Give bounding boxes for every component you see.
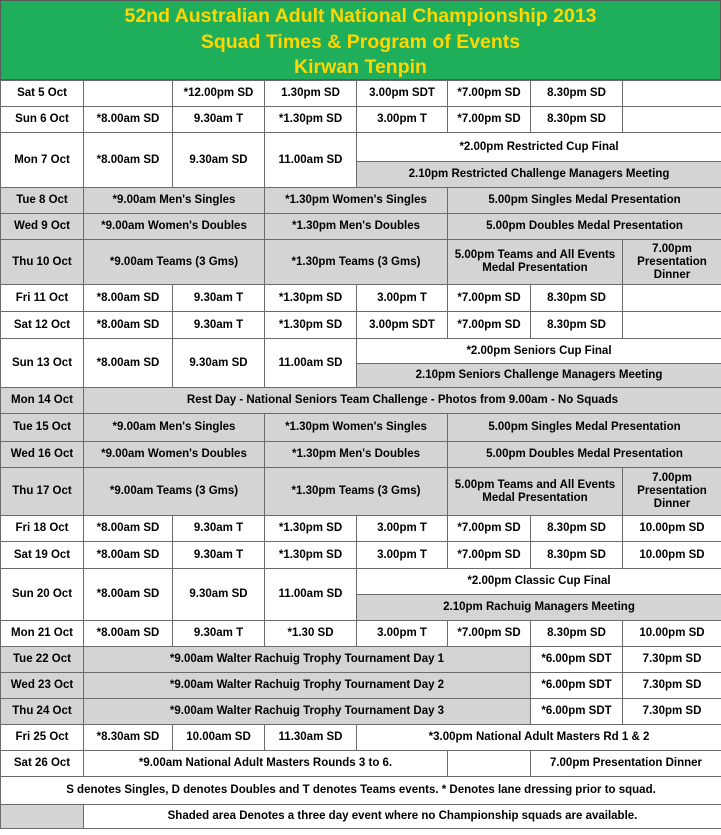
medal-cell: 5.00pm Doubles Medal Presentation [448, 214, 721, 240]
squad-cell: 8.30pm SD [531, 81, 623, 107]
squad-cell: *7.00pm SD [448, 107, 531, 133]
row-shaded-note [1, 805, 721, 829]
squad-cell: *8.00am SD [84, 621, 173, 647]
squad-cell: *1.30pm SD [265, 285, 357, 312]
event-cell: *1.30pm Women's Singles [265, 188, 448, 214]
cup-final-cell: *2.00pm Classic Cup Final [357, 569, 721, 595]
squad-cell: *7.00pm SD [448, 285, 531, 312]
squad-cell: *8.00am SD [84, 107, 173, 133]
squad-cell: 7.30pm SD [623, 699, 721, 725]
day-cell: Sat 26 Oct [1, 751, 84, 777]
squad-cell: 8.30pm SD [531, 516, 623, 542]
medal-cell: 5.00pm Doubles Medal Presentation [448, 442, 721, 468]
event-cell: *1.30pm Men's Doubles [265, 214, 448, 240]
day-cell: Wed 9 Oct [1, 214, 84, 240]
squad-cell: *7.00pm SD [448, 621, 531, 647]
squad-cell: 11.00am SD [265, 569, 357, 621]
squad-cell: *8.00am SD [84, 339, 173, 388]
rachuig-trophy-cell: *9.00am Walter Rachuig Trophy Tournament Day 3 [84, 699, 531, 725]
managers-meeting-cell: 2.10pm Rachuig Managers Meeting [357, 595, 721, 621]
day-cell: Sun 20 Oct [1, 569, 84, 621]
event-cell: *1.30pm Men's Doubles [265, 442, 448, 468]
day-cell: Mon 21 Oct [1, 621, 84, 647]
event-cell: *9.00am Women's Doubles [84, 214, 265, 240]
day-cell: Mon 14 Oct [1, 388, 84, 414]
squad-cell: *8.00am SD [84, 569, 173, 621]
schedule-table [0, 80, 721, 829]
event-cell: *9.00am Teams (3 Gms) [84, 240, 265, 285]
squad-cell: 1.30pm SD [265, 81, 357, 107]
key-note: S denotes Singles, D denotes Doubles and T denotes Teams events. * Denotes lane dressing prior to squad. [1, 777, 721, 805]
squad-cell: 9.30am SD [173, 133, 265, 188]
title-line-1: 52nd Australian Adult National Championship 2013 [124, 5, 597, 27]
squad-cell: 3.00pm T [357, 516, 448, 542]
squad-cell: *6.00pm SDT [531, 673, 623, 699]
row-mon-7-oct [1, 133, 721, 162]
row-sat-12-oct [1, 312, 721, 339]
day-cell: Fri 11 Oct [1, 285, 84, 312]
event-cell: *1.30pm Women's Singles [265, 414, 448, 442]
squad-cell: 3.00pm T [357, 285, 448, 312]
squad-cell: 7.30pm SD [623, 673, 721, 699]
row-sat-5-oct [1, 81, 721, 107]
day-cell: Wed 23 Oct [1, 673, 84, 699]
squad-cell: 8.30pm SD [531, 621, 623, 647]
day-cell: Tue 8 Oct [1, 188, 84, 214]
squad-cell: *8.00am SD [84, 516, 173, 542]
squad-cell: 11.00am SD [265, 339, 357, 388]
day-cell: Thu 10 Oct [1, 240, 84, 285]
squad-cell: *1.30pm SD [265, 542, 357, 569]
row-sat-26-oct [1, 751, 721, 777]
squad-cell: 9.30am T [173, 312, 265, 339]
day-cell: Mon 7 Oct [1, 133, 84, 188]
day-cell: Sat 19 Oct [1, 542, 84, 569]
event-cell: *9.00am Teams (3 Gms) [84, 468, 265, 516]
event-cell: *1.30pm Teams (3 Gms) [265, 468, 448, 516]
masters-cell: *9.00am National Adult Masters Rounds 3 to 6. [84, 751, 448, 777]
squad-cell: 3.00pm T [357, 107, 448, 133]
dinner-cell: 7.00pm Presentation Dinner [623, 240, 721, 285]
medal-cell: 5.00pm Teams and All Events Medal Presentation [448, 240, 623, 285]
row-sun-6-oct [1, 107, 721, 133]
row-sun-13-oct [1, 339, 721, 364]
empty-cell [448, 751, 531, 777]
squad-cell: *1.30pm SD [265, 107, 357, 133]
squad-cell: 9.30am T [173, 107, 265, 133]
rest-day-cell: Rest Day - National Seniors Team Challenge - Photos from 9.00am - No Squads [84, 388, 721, 414]
empty-cell [84, 81, 173, 107]
squad-cell: *1.30 SD [265, 621, 357, 647]
row-key-note [1, 777, 721, 805]
medal-cell: 5.00pm Singles Medal Presentation [448, 414, 721, 442]
empty-cell [623, 285, 721, 312]
managers-meeting-cell: 2.10pm Restricted Challenge Managers Meeting [357, 162, 721, 188]
squad-cell: 11.00am SD [265, 133, 357, 188]
day-cell: Thu 17 Oct [1, 468, 84, 516]
squad-cell: 9.30am T [173, 621, 265, 647]
squad-cell: 9.30am T [173, 516, 265, 542]
row-tue-8-oct [1, 188, 721, 214]
day-cell: Tue 22 Oct [1, 647, 84, 673]
rachuig-trophy-cell: *9.00am Walter Rachuig Trophy Tournament Day 2 [84, 673, 531, 699]
squad-cell: *1.30pm SD [265, 312, 357, 339]
squad-cell: 9.30am SD [173, 339, 265, 388]
cup-final-cell: *2.00pm Restricted Cup Final [357, 133, 721, 162]
squad-cell: *6.00pm SDT [531, 647, 623, 673]
squad-cell: 10.00am SD [173, 725, 265, 751]
dinner-cell: 7.00pm Presentation Dinner [623, 468, 721, 516]
squad-cell: 9.30am SD [173, 569, 265, 621]
squad-cell: 3.00pm T [357, 542, 448, 569]
squad-cell: *7.00pm SD [448, 312, 531, 339]
cup-final-cell: *2.00pm Seniors Cup Final [357, 339, 721, 364]
event-cell: *9.00am Men's Singles [84, 188, 265, 214]
squad-cell: 10.00pm SD [623, 621, 721, 647]
empty-cell [623, 312, 721, 339]
squad-cell: 10.00pm SD [623, 516, 721, 542]
row-thu-17-oct [1, 468, 721, 516]
squad-cell: 3.00pm SDT [357, 312, 448, 339]
row-tue-15-oct [1, 414, 721, 442]
managers-meeting-cell: 2.10pm Seniors Challenge Managers Meeting [357, 364, 721, 388]
masters-cell: *3.00pm National Adult Masters Rd 1 & 2 [357, 725, 721, 751]
squad-cell: *8.00am SD [84, 285, 173, 312]
squad-cell: 8.30pm SD [531, 542, 623, 569]
squad-cell: 8.30pm SD [531, 312, 623, 339]
day-cell: Sat 12 Oct [1, 312, 84, 339]
medal-cell: 5.00pm Singles Medal Presentation [448, 188, 721, 214]
medal-cell: 5.00pm Teams and All Events Medal Presentation [448, 468, 623, 516]
day-cell: Fri 18 Oct [1, 516, 84, 542]
event-cell: *9.00am Women's Doubles [84, 442, 265, 468]
squad-cell: 3.00pm SDT [357, 81, 448, 107]
squad-cell: *7.00pm SD [448, 81, 531, 107]
squad-cell: 7.30pm SD [623, 647, 721, 673]
row-wed-23-oct [1, 673, 721, 699]
day-cell: Tue 15 Oct [1, 414, 84, 442]
row-mon-21-oct [1, 621, 721, 647]
day-cell: Wed 16 Oct [1, 442, 84, 468]
rachuig-trophy-cell: *9.00am Walter Rachuig Trophy Tournament Day 1 [84, 647, 531, 673]
title-line-2: Squad Times & Program of Events [200, 30, 521, 53]
day-cell: Sun 6 Oct [1, 107, 84, 133]
shaded-note: Shaded area Denotes a three day event where no Championship squads are available. [84, 805, 721, 829]
row-fri-25-oct [1, 725, 721, 751]
event-cell: *1.30pm Teams (3 Gms) [265, 240, 448, 285]
squad-cell: *7.00pm SD [448, 516, 531, 542]
row-fri-11-oct [1, 285, 721, 312]
event-cell: *9.00am Men's Singles [84, 414, 265, 442]
squad-cell: *8.00am SD [84, 542, 173, 569]
day-cell: Sat 5 Oct [1, 81, 84, 107]
row-wed-16-oct [1, 442, 721, 468]
squad-cell: *7.00pm SD [448, 542, 531, 569]
squad-cell: *8.30am SD [84, 725, 173, 751]
row-mon-14-oct [1, 388, 721, 414]
squad-cell: 9.30am T [173, 285, 265, 312]
day-cell: Sun 13 Oct [1, 339, 84, 388]
empty-cell [623, 81, 721, 107]
row-sat-19-oct [1, 542, 721, 569]
squad-cell: 9.30am T [173, 542, 265, 569]
squad-cell: 11.30am SD [265, 725, 357, 751]
row-thu-10-oct [1, 240, 721, 285]
empty-cell [623, 107, 721, 133]
squad-cell: *12.00pm SD [173, 81, 265, 107]
squad-cell: *8.00am SD [84, 133, 173, 188]
day-cell: Fri 25 Oct [1, 725, 84, 751]
squad-cell: *8.00am SD [84, 312, 173, 339]
row-fri-18-oct [1, 516, 721, 542]
squad-cell: *1.30pm SD [265, 516, 357, 542]
squad-cell: 8.30pm SD [531, 107, 623, 133]
squad-cell: 10.00pm SD [623, 542, 721, 569]
shaded-swatch [1, 805, 84, 829]
squad-cell: 3.00pm T [357, 621, 448, 647]
squad-cell: 8.30pm SD [531, 285, 623, 312]
title-line-3: Kirwan Tenpin [294, 56, 427, 78]
dinner-cell: 7.00pm Presentation Dinner [531, 751, 721, 777]
row-sun-20-oct [1, 569, 721, 595]
title-banner [0, 0, 721, 80]
day-cell: Thu 24 Oct [1, 699, 84, 725]
row-thu-24-oct [1, 699, 721, 725]
squad-cell: *6.00pm SDT [531, 699, 623, 725]
row-wed-9-oct [1, 214, 721, 240]
row-tue-22-oct [1, 647, 721, 673]
